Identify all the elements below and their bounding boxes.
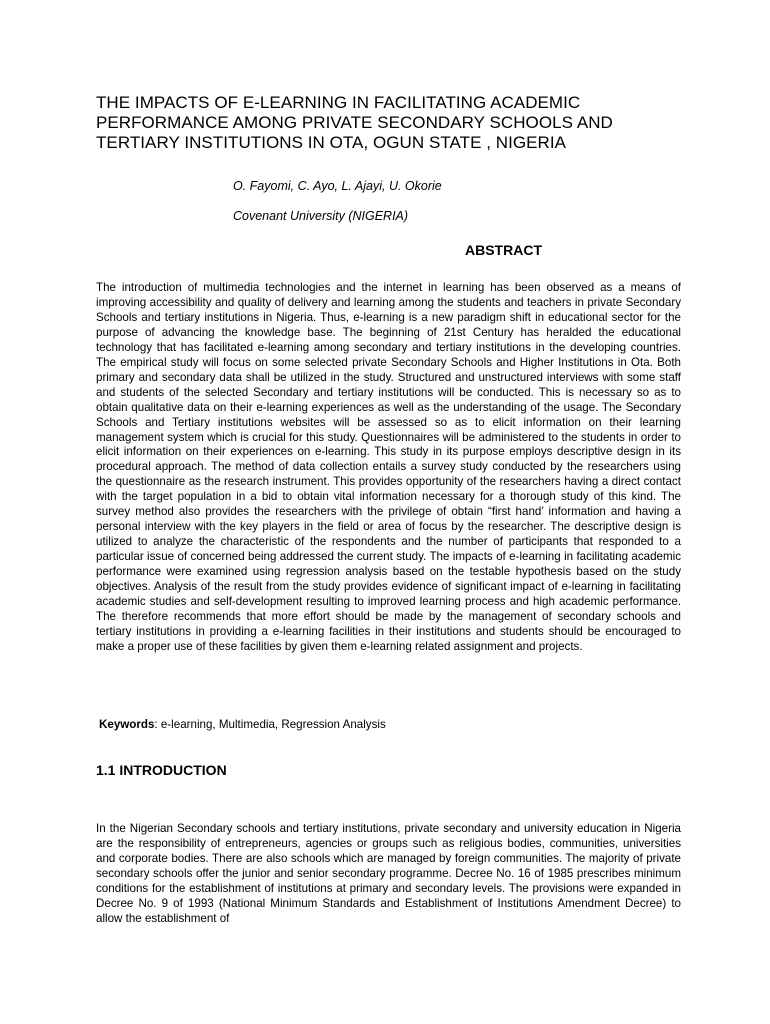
- keywords-label: Keywords: [99, 718, 155, 731]
- abstract-text: The introduction of multimedia technologies and the internet in learning has been observed as a means of improving accessibility and quality of delivery and learning among the students and teachers in private Secondary Schools and tertiary institutions in Nigeria. Thus, e-learning is a new paradigm shift in educational sector for the purpose of advancing the knowledge base. The beginning of 21st Century has heralded the educational technology that has facilitated e-learning among secondary and tertiary institutions in the developing countries. The empirical study will focus on some selected private Secondary Schools and Higher Institutions in Ota. Both primary and secondary data shall be utilized in the study. Structured and unstructured interviews with some staff and students of the selected Secondary and tertiary institutions will be conducted. This is necessary so as to obtain qualitative data on their e-learning experiences as well as the understanding of the usage. The Secondary Schools and Tertiary institutions websites will be assessed so as to elicit information on their learning management system which is crucial for this study. Questionnaires will be administered to the students in order to elicit information on their experiences on e-learning. This study in its purpose employs descriptive design in its procedural approach. The method of data collection entails a survey study conducted by the researchers using the questionnaire as the research instrument. This provides opportunity of the researchers having a direct contact with the target population in a bid to obtain vital information necessary for a thorough study of this kind. The survey method also provides the researchers with the privilege of obtain “first hand’ information and having a personal interview with the key players in the field or area of focus by the researcher. The descriptive design is utilized to analyze the characteristic of the respondents and the number of participants that responded to a particular issue of concerned being addressed the current study. The impacts of e-learning in facilitating academic performance were examined using regression analysis based on the testable hypothesis based on the study objectives. Analysis of the result from the study provides evidence of significant impact of e-learning in facilitating academic studies and self-development resulting to improved learning process and high academic performance. The therefore recommends that more effort should be made by the management of secondary schools and tertiary institutions in providing a e-learning facilities in their institutions and students should be encouraged to make a proper use of these facilities by given them e-learning related assignment and projects.: [96, 281, 681, 653]
- introduction-text: In the Nigerian Secondary schools and tertiary institutions, private secondary and university education in Nigeria are the responsibility of entrepreneurs, agencies or groups such as religious bodies, communities, universities and corporate bodies. There are also schools which are managed by foreign communities. The majority of private secondary schools offer the junior and senior secondary programme. Decree No. 16 of 1985 prescribes minimum conditions for the establishment of institutions at primary and secondary levels. The provisions were expanded in Decree No. 9 of 1993 (National Minimum Standards and Establishment of Institutions Amendment Decree) to allow the establishment of: [96, 822, 681, 925]
- paper-title: THE IMPACTS OF E-LEARNING IN FACILITATING ACADEMIC PERFORMANCE AMONG PRIVATE SECONDARY SCHOOLS AND TERTIARY INSTITUTIONS IN OTA, OGUN STATE , NIGERIA: [96, 93, 613, 152]
- keywords-line: [99, 718, 386, 731]
- section-heading-introduction: 1.1 INTRODUCTION: [96, 762, 227, 778]
- paper-authors: O. Fayomi, C. Ayo, L. Ajayi, U. Okorie: [233, 179, 442, 193]
- paper-affiliation: Covenant University (NIGERIA): [233, 209, 409, 223]
- keywords-text: : e-learning, Multimedia, Regression Analysis: [154, 718, 386, 731]
- abstract-heading: ABSTRACT: [465, 242, 542, 258]
